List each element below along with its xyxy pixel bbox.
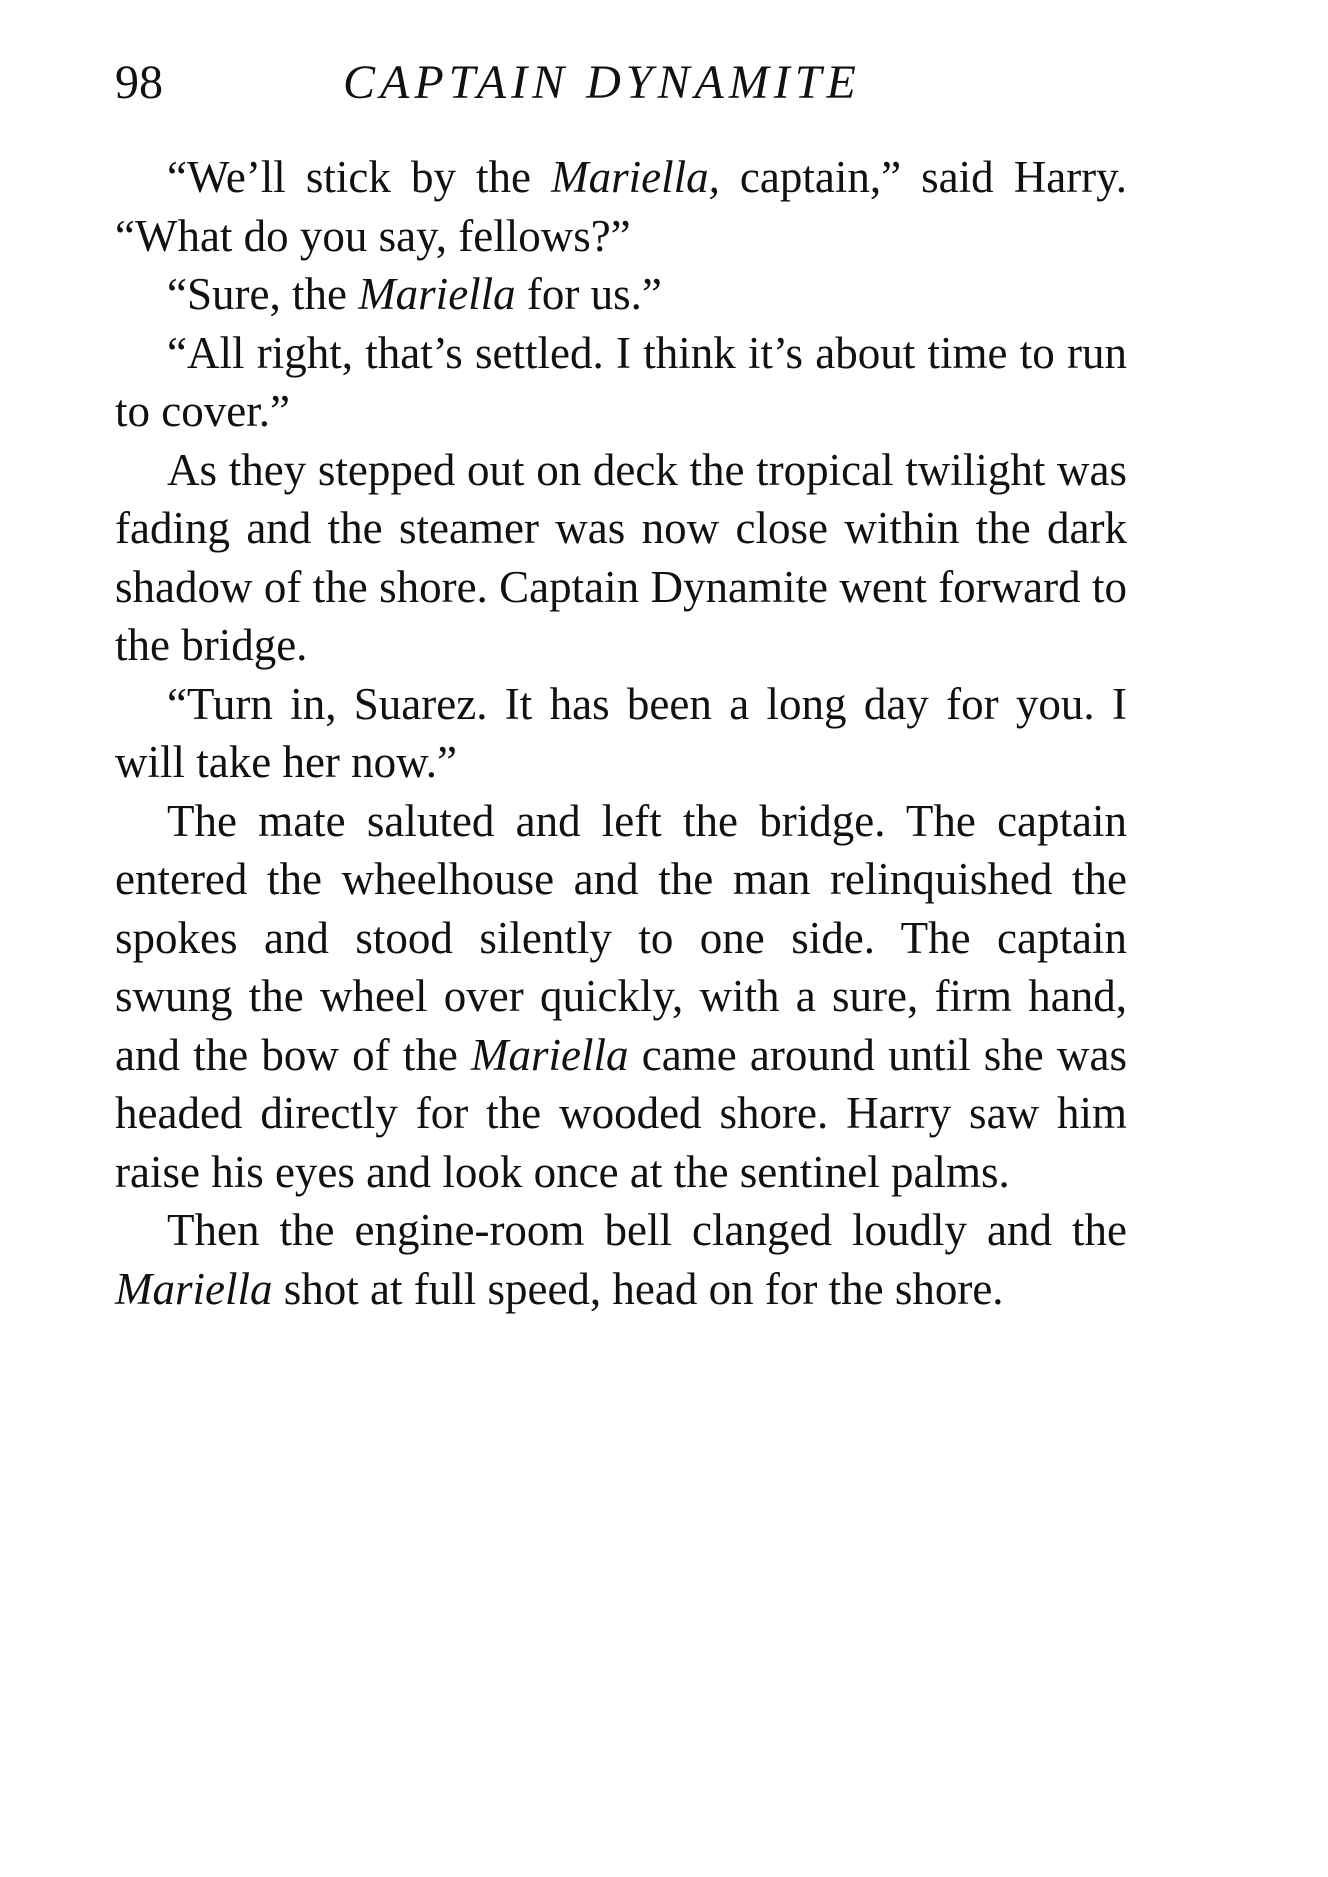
paragraph-5: “Turn in, Suarez. It has been a long day for you. I will take her now.” <box>115 678 1127 787</box>
ship-name: Mariella <box>358 269 516 319</box>
paragraph-2-text-a: “Sure, the <box>167 269 359 319</box>
running-title: CAPTAIN DYNAMITE <box>343 56 861 109</box>
paragraph-2 <box>115 265 1127 324</box>
paragraph-1 <box>115 148 1127 265</box>
paragraph-7-text-a: Then the engine-room bell clanged loudly and the <box>167 1205 1127 1255</box>
paragraph-1-text-b: captain,” said Harry. “What do you say, fellows?” <box>115 152 1127 261</box>
paragraph-6 <box>115 792 1127 1202</box>
paragraph-7 <box>115 1201 1127 1318</box>
paragraph-1-text-a: “We’ll stick by the <box>167 152 552 202</box>
paragraph-6-text-b: came around until she was headed directly for the wooded shore. Harry saw him raise his eyes and look once at the sentinel palms. <box>115 1029 1127 1197</box>
body-text <box>115 148 1127 1318</box>
ship-name: Mariella <box>115 1263 273 1314</box>
ship-name: Mariella <box>471 1029 629 1080</box>
ship-name: Mariella, <box>551 152 720 202</box>
page-number: 98 <box>115 56 163 109</box>
paragraph-3: “All right, that’s settled. I think it’s about time to run to cover.” <box>115 327 1127 436</box>
page-header <box>115 48 1127 118</box>
paragraph-4: As they stepped out on deck the tropical twilight was fading and the steamer was now close within the dark shadow of the shore. Captain Dynamite went forward to the bridge. <box>115 444 1127 670</box>
paragraph-2-text-b: for us.” <box>515 269 662 319</box>
paragraph-7-text-b: shot at full speed, head on for the shore. <box>272 1263 1004 1314</box>
paragraph-6-text-a: The mate saluted and left the bridge. The captain entered the wheelhouse and the man relinquished the spokes and stood silently to one side. The captain swung the wheel over quickly, with a sure, firm hand, and the bow of the <box>115 795 1127 1080</box>
